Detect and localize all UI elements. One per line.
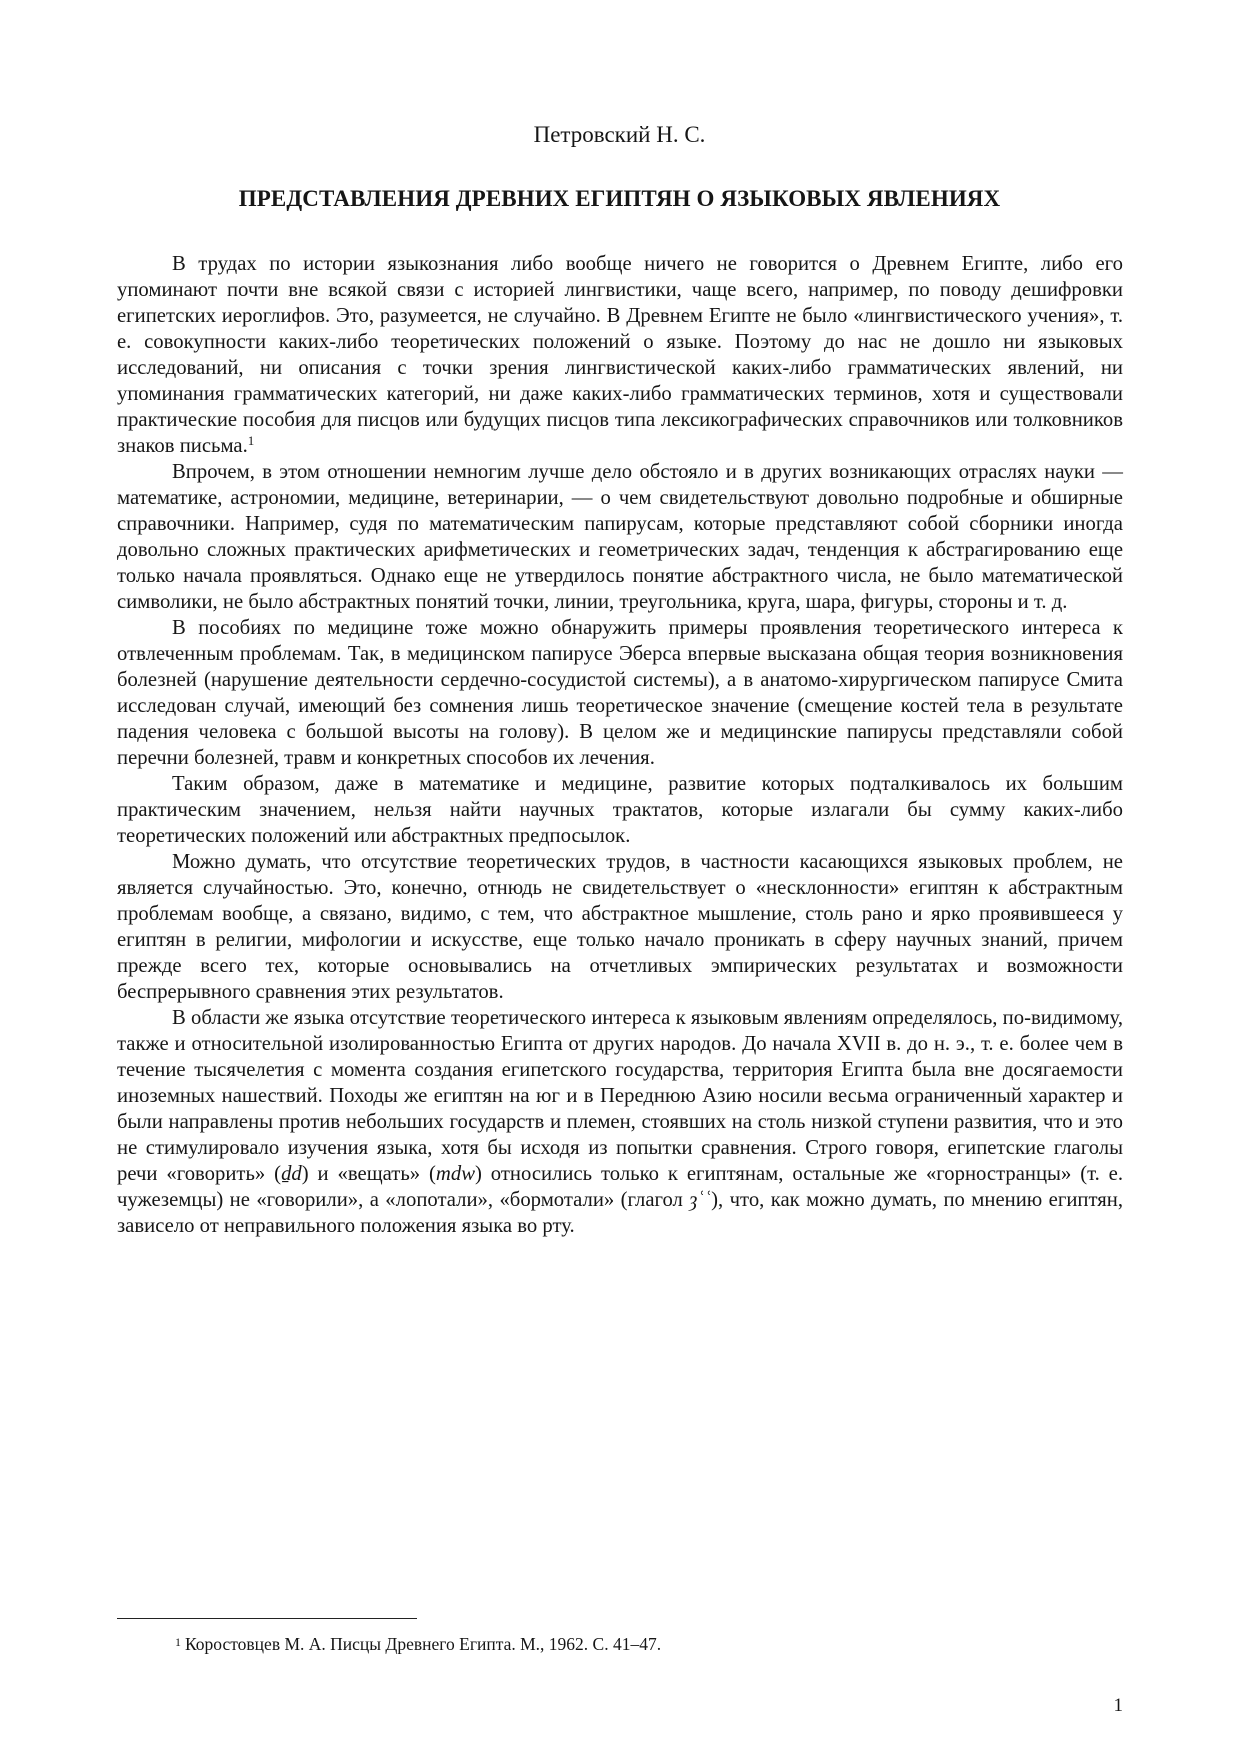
paragraph-6-text-a: В области же языка отсутствие теоретического интереса к языковым явлениям определялось, по-видимому, также и относительной изолированностью Египта от других народов. До начала XVII в. до н. э., т. е. более чем в течение тысячелетия с момента создания египетского государства, территория Египта была вне досягаемости иноземных нашествий. Походы же египтян на юг и в Переднюю Азию носили весьма ограниченный характер и были направлены против небольших государств и племен, стоявших на столь низкой ступени развития, что и это не стимулировало изучения языка, хотя бы исходя из попытки сравнения. Строго говоря, египетские глаголы речи «говорить» ( xyxy=(117,1007,1123,1185)
paragraph-6-text-c: ) относились только к египтянам, остальные же «горностранцы» (т. е. чужеземцы) не «говорили», а «лопотали», «бормотали» (глагол xyxy=(117,1163,1124,1211)
term-aa: ȝʿʿ xyxy=(689,1189,712,1211)
article-body xyxy=(117,251,1123,1239)
term-mdw: mdw xyxy=(435,1163,475,1185)
footnote xyxy=(175,1633,1075,1655)
paragraph-5: Можно думать, что отсутствие теоретических трудов, в частности касающихся языковых проблем, не является случайностью. Это, конечно, отнюдь не свидетельствует о «несклонности» египтян к абстрактным проблемам вообще, а связано, видимо, с тем, что абстрактное мышление, столь рано и ярко проявившееся у египтян в религии, мифологии и искусстве, еще только начало проникать в сферу научных знаний, причем прежде всего тех, которые основывались на отчетливых эмпирических результатах и возможности беспрерывного сравнения этих результатов. xyxy=(117,851,1123,1003)
article-title: ПРЕДСТАВЛЕНИЯ ДРЕВНИХ ЕГИПТЯН О ЯЗЫКОВЫХ ЯВЛЕНИЯХ xyxy=(238,186,1001,211)
footnote-number: 1 xyxy=(175,1635,181,1649)
paragraph-1 xyxy=(117,251,1123,459)
paragraph-6-text-b: ) и «вещать» ( xyxy=(301,1163,436,1185)
paragraph-1-text: В трудах по истории языкознания либо вообще ничего не говорится о Древнем Египте, либо его упоминают почти вне всякой связи с историей лингвистики, чаще всего, например, по поводу дешифровки египетских иероглифов. Это, разумеется, не случайно. В Древнем Египте не было «лингвистического учения», т. е. совокупности каких-либо теоретических положений о языке. Поэтому до нас не дошло ни языковых исследований, ни описания с точки зрения лингвистической каких-либо грамматических явлений, ни упоминания грамматических категорий, ни даже каких-либо грамматических терминов, хотя и существовали практические пособия для писцов или будущих писцов типа лексикографических справочников или толковников знаков письма. xyxy=(117,253,1123,457)
term-dd: ḏd xyxy=(281,1163,302,1185)
paragraph-6 xyxy=(117,1005,1123,1239)
author-name: Петровский Н. С. xyxy=(533,122,706,147)
footnote-reference[interactable]: 1 xyxy=(247,433,255,448)
page-number: 1 xyxy=(1113,1695,1123,1716)
paragraph-3: В пособиях по медицине тоже можно обнаружить примеры проявления теоретического интереса к отвлеченным проблемам. Так, в медицинском папирусе Эберса впервые высказана общая теория возникновения болезней (нарушение деятельности сердечно-сосудистой системы), а в анатомо-хирургическом папирусе Смита исследован случай, имеющий без сомнения лишь теоретическое значение (смещение костей тела в результате падения человека с большой высоты на голову). В целом же и медицинские папирусы представляли собой перечни болезней, травм и конкретных способов их лечения. xyxy=(117,617,1123,769)
paragraph-2: Впрочем, в этом отношении немногим лучше дело обстояло и в других возникающих отраслях науки — математике, астрономии, медицине, ветеринарии, — о чем свидетельствуют довольно подробные и обширные справочники. Например, судя по математическим папирусам, которые представляют собой сборники иногда довольно сложных практических арифметических и геометрических задач, тенденция к абстрагированию еще только начала проявляться. Однако еще не утвердилось понятие абстрактного числа, не было математической символики, не было абстрактных понятий точки, линии, треугольника, круга, шара, фигуры, стороны и т. д. xyxy=(117,461,1123,613)
footnote-text: Коростовцев М. А. Писцы Древнего Египта. М., 1962. С. 41–47. xyxy=(185,1634,662,1654)
paragraph-6-text-d: ), что, как можно думать, по мнению египтян, зависело от неправильного положения языка во рту. xyxy=(117,1189,1123,1237)
paragraph-4: Таким образом, даже в математике и медицине, развитие которых подталкивалось их большим практическим значением, нельзя найти научных трактатов, которые излагали бы сумму каких-либо теоретических положений или абстрактных предпосылок. xyxy=(117,773,1123,847)
footnote-divider xyxy=(117,1618,417,1619)
